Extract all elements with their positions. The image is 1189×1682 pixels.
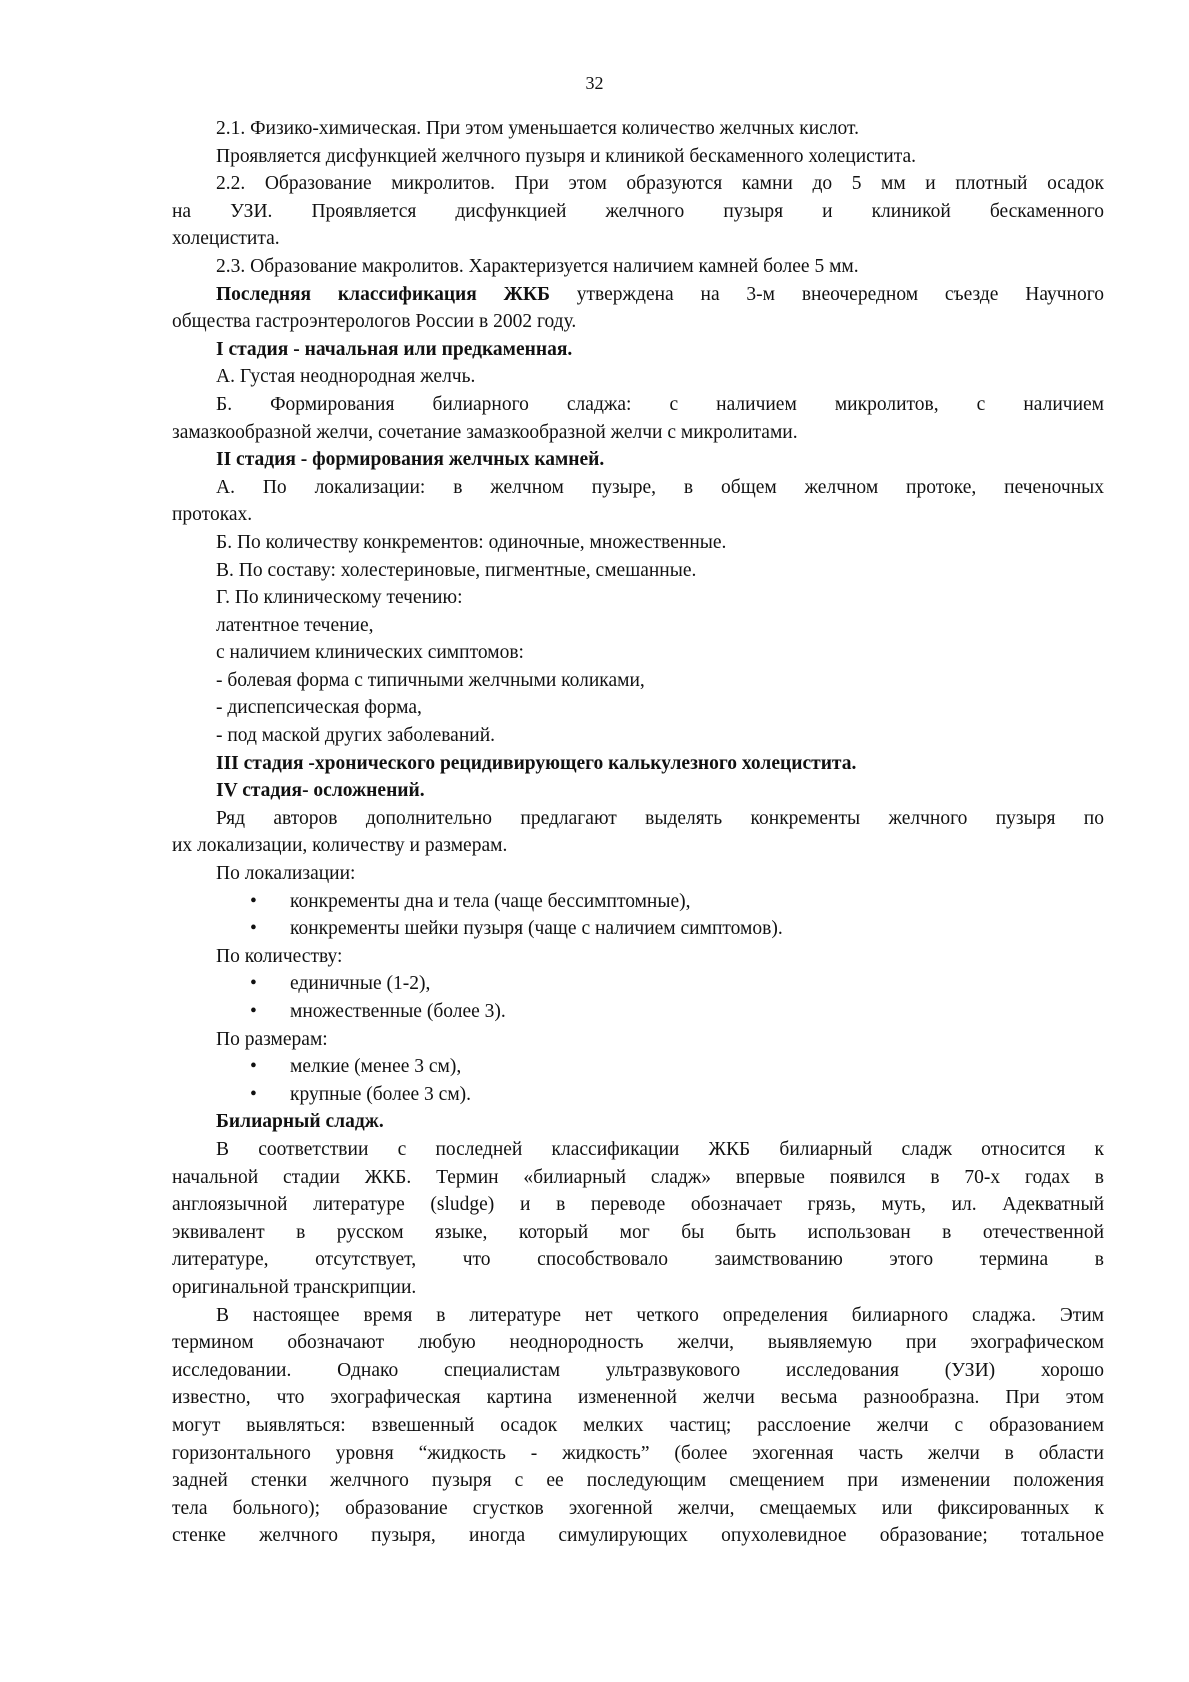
text-line: термином обозначают любую неоднородность желчи, выявляемую при эхографическом (172, 1332, 1104, 1354)
text-line: тела больного); образование сгустков эхогенной желчи, смещаемых или фиксированных к (172, 1497, 1104, 1519)
bullet-item (172, 970, 1104, 998)
text-line (172, 281, 1104, 309)
text-line: на УЗИ. Проявляется дисфункцией желчного пузыря и клиникой бескаменного (172, 200, 1104, 222)
text-line: эквивалент в русском языке, который мог бы быть использован в отечественной (172, 1221, 1104, 1243)
text-line: 2.2. Образование микролитов. При этом образуются камни до 5 мм и плотный осадок (216, 173, 1104, 195)
bullet-item (172, 915, 1104, 943)
text-line: Б. По количеству конкрементов: одиночные, множественные. (216, 531, 727, 553)
text-line: исследовании. Однако специалистам ультразвукового исследования (УЗИ) хорошо (172, 1359, 1104, 1381)
text-line: стенке желчного пузыря, иногда симулирующих опухолевидное образование; тотальное (172, 1525, 1104, 1547)
text-line: задней стенки желчного пузыря с ее последующим смещением при изменении положения (172, 1470, 1104, 1492)
bullet-icon: • (250, 890, 257, 912)
text-line: холецистита. (172, 228, 280, 250)
text-line: их локализации, количеству и размерам. (172, 835, 508, 857)
text-line: могут выявляться: взвешенный осадок мелких частиц; расслоение желчи с образованием (172, 1414, 1104, 1436)
text-line: - болевая форма с типичными желчными коликами, (216, 669, 645, 691)
bullet-icon: • (250, 973, 257, 995)
text-line: В соответствии с последней классификации ЖКБ билиарный сладж относится к (216, 1138, 1104, 1160)
text-line: англоязычной литературе (sludge) и в переводе обозначает грязь, муть, ил. Адекватный (172, 1194, 1104, 1216)
bullet-text: конкременты дна и тела (чаще бессимптомные), (290, 890, 691, 912)
section-heading: IV стадия- осложнений. (216, 780, 425, 802)
text-line: Б. Формирования билиарного сладжа: с наличием микролитов, с наличием (216, 393, 1104, 415)
bullet-item (172, 888, 1104, 916)
text-line: По локализации: (216, 863, 356, 885)
text-line: литературе, отсутствует, что способствовало заимствованию этого термина в (172, 1249, 1104, 1271)
text-line: По количеству: (216, 945, 343, 967)
text-run: утверждена на 3-м внеочередном съезде Научного (549, 283, 1104, 305)
document-body (172, 115, 1104, 1550)
text-line: Ряд авторов дополнительно предлагают выделять конкременты желчного пузыря по (216, 807, 1104, 829)
text-line: По размерам: (216, 1028, 328, 1050)
section-heading: Билиарный сладж. (216, 1111, 384, 1133)
bullet-icon: • (250, 1083, 257, 1105)
bullet-text: единичные (1-2), (290, 973, 431, 995)
section-heading: II стадия - формирования желчных камней. (216, 449, 605, 471)
text-line: 2.3. Образование макролитов. Характеризуется наличием камней более 5 мм. (216, 255, 859, 277)
text-line: протоках. (172, 504, 253, 526)
bullet-text: множественные (более 3). (290, 1001, 506, 1022)
text-line: латентное течение, (216, 614, 374, 636)
bullet-text: мелкие (менее 3 см), (290, 1056, 462, 1078)
text-line: Г. По клиническому течению: (216, 587, 463, 609)
bullet-icon: • (250, 1056, 257, 1078)
bullet-text: конкременты шейки пузыря (чаще с наличием симптомов). (290, 918, 783, 940)
text-line: - под маской других заболеваний. (216, 725, 496, 747)
text-line: А. Густая неоднородная желчь. (216, 366, 476, 388)
bullet-icon: • (250, 1001, 257, 1022)
bullet-item (172, 1081, 1104, 1109)
text-line: известно, что эхографическая картина измененной желчи весьма разнообразна. При этом (172, 1387, 1104, 1409)
section-heading: III стадия -хронического рецидивирующего калькулезного холецистита. (216, 752, 857, 774)
text-line: 2.1. Физико-химическая. При этом уменьшается количество желчных кислот. (216, 118, 859, 139)
text-line: горизонтального уровня “жидкость - жидкость” (более эхогенная часть желчи в области (172, 1442, 1104, 1464)
text-line: В. По составу: холестериновые, пигментные, смешанные. (216, 559, 697, 581)
text-line: А. По локализации: в желчном пузыре, в общем желчном протоке, печеночных (216, 476, 1104, 498)
text-line: общества гастроэнтерологов России в 2002 году. (172, 311, 577, 333)
page-number: 32 (585, 73, 604, 93)
text-line: - диспепсическая форма, (216, 697, 422, 719)
text-line: начальной стадии ЖКБ. Термин «билиарный сладж» впервые появился в 70-х годах в (172, 1166, 1104, 1188)
text-line: замазкообразной желчи, сочетание замазкообразной желчи с микролитами. (172, 421, 798, 443)
text-line: оригинальной транскрипции. (172, 1276, 417, 1298)
bold-term: Последняя классификация ЖКБ (216, 283, 550, 305)
section-heading: I стадия - начальная или предкаменная. (216, 338, 573, 360)
bullet-text: крупные (более 3 см). (290, 1083, 472, 1105)
bullet-item (172, 998, 1104, 1026)
text-line: В настоящее время в литературе нет четкого определения билиарного сладжа. Этим (216, 1304, 1104, 1326)
text-line: Проявляется дисфункцией желчного пузыря и клиникой бескаменного холецистита. (216, 145, 917, 167)
bullet-icon: • (250, 918, 257, 940)
bullet-item (172, 1053, 1104, 1081)
text-line: с наличием клинических симптомов: (216, 642, 524, 664)
